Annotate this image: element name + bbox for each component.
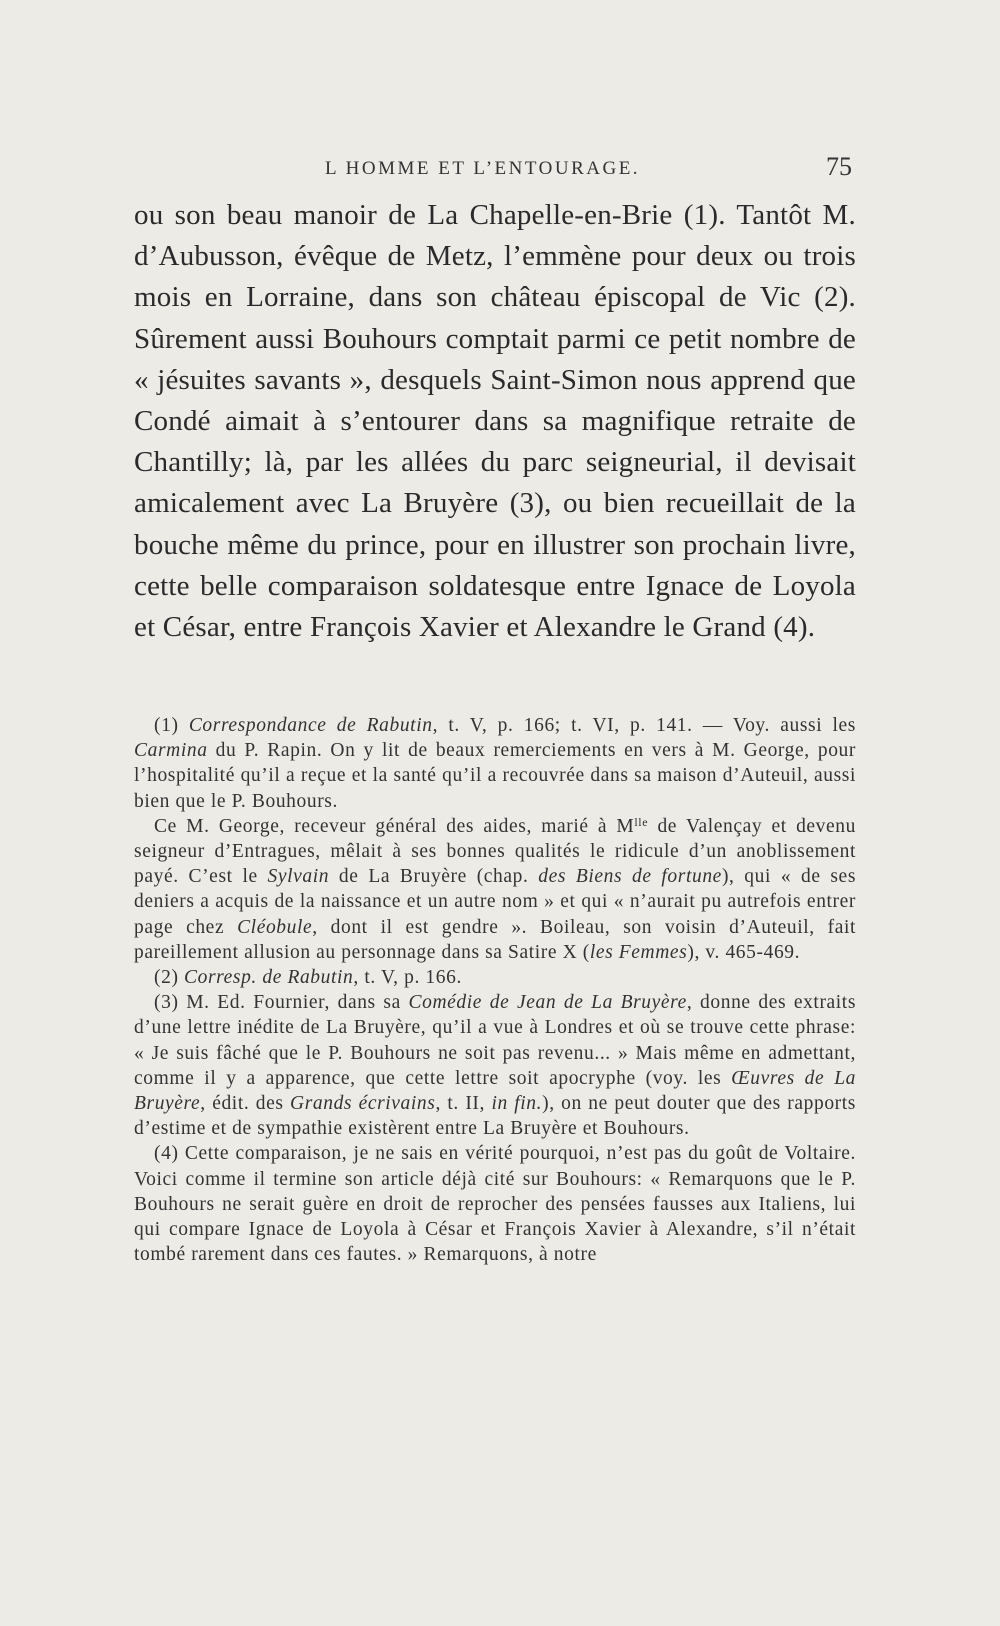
footnote-italic: les Femmes bbox=[589, 941, 688, 963]
footnote-1-text-b: du P. Rapin. On y lit de beaux remerciements en vers à M. George, pour l’hospitalité qu’il a reçue et la santé qu’il a recouvrée dans sa maison d’Auteuil, aussi bien que le P. Bouhours. bbox=[134, 740, 856, 812]
footnote-text: (3) M. Ed. Fournier, dans sa bbox=[154, 992, 409, 1014]
footnote-text: (4) Cette comparaison, je ne sais en vérité pourquoi, n’est pas du goût de Voltaire. Voici comme il termine son article déjà cité sur Bouhours: « Remarquons que le P. Bouhours ne serait guère en droit de reprocher des pensées fausses aux Italiens, lui qui compare Ignace de Loyola à César et François Xavier à Alexandre, s’il n’était tombé rarement dans ces fautes. » Remarquons, à notre bbox=[134, 1143, 856, 1266]
footnote-italic: Comédie de Jean de La Bruyère bbox=[408, 992, 687, 1014]
page-number: 75 bbox=[826, 152, 852, 181]
footnote-4 bbox=[134, 1141, 856, 1267]
footnote-text: , dont il est gendre ». Boileau, son voisin d’Auteuil, fait pareillement allusion au personnage dans sa Satire X ( bbox=[134, 916, 856, 963]
footnote-text: de La Bruyère (chap. bbox=[329, 866, 539, 888]
footnote-text: , t. V, p. 166. bbox=[353, 967, 462, 989]
footnote-2 bbox=[134, 965, 856, 990]
footnote-text: ), on ne peut douter que des rapports d’estime et de sympathie existèrent entre La Bruyère et Bouhours. bbox=[134, 1093, 856, 1140]
footnote-1-title: Correspondance de Rabutin bbox=[188, 715, 433, 736]
footnote-2-marker: (2) bbox=[154, 967, 185, 989]
body-paragraph: ou son beau manoir de La Chapelle-en-Brie (1). Tantôt M. d’Aubusson, évêque de Metz, l’emmène pour deux ou trois mois en Lorraine, dans son château épiscopal de Vic (2). Sûrement aussi Bouhours comptait parmi ce petit nombre de « jésuites savants », desquels Saint-Simon nous apprend que Condé aimait à s’entourer dans sa magnifique retraite de Chantilly; là, par les allées du parc seigneurial, il devisait amicalement avec La Bruyère (3), ou bien recueillait de la bouche même du prince, pour en illustrer son prochain livre, cette belle comparaison soldatesque entre Ignace de Loyola et César, entre François Xavier et Alexandre le Grand (4). bbox=[134, 199, 856, 644]
footnote-text: , t. II, bbox=[435, 1093, 492, 1115]
footnote-1-continuation bbox=[134, 814, 856, 965]
footnote-text: Ce M. George, receveur général des aides, marié à M bbox=[154, 815, 635, 837]
main-text bbox=[134, 195, 856, 648]
footnote-text: , édit. des bbox=[200, 1093, 291, 1115]
footnote-italic: Cléobule bbox=[237, 916, 313, 938]
superscript: lle bbox=[634, 814, 649, 829]
footnote-text: ), v. 465-469. bbox=[687, 941, 801, 963]
footnote-text: , donne des extraits d’une lettre inédite de La Bruyère, qu’il a vue à Londres et où se trouve cette phrase: « Je suis fâché que le P. Bouhours ne soit pas revenu... » Mais même en admettant, comme il y a apparence, que cette lettre soit apocryphe (voy. les bbox=[134, 992, 857, 1089]
running-head: L HOMME ET L’ENTOURAGE. bbox=[325, 158, 641, 179]
footnote-italic: des Biens de fortune bbox=[538, 866, 722, 888]
footnote-italic: Corresp. de Rabutin bbox=[184, 967, 354, 989]
footnote-3 bbox=[134, 990, 856, 1141]
footnote-italic: Grands écrivains bbox=[290, 1093, 436, 1115]
footnote-1-text-a: , t. V, p. 166; t. VI, p. 141. — Voy. aussi les bbox=[432, 715, 856, 736]
footnote-italic: Œuvres de La Bruyère bbox=[134, 1067, 856, 1115]
footnote-text: ), qui « de ses deniers a acquis de la naissance et un autre nom » et qui « n’aurait pu autrefois entrer page chez bbox=[134, 866, 857, 938]
footnote-italic: in fin. bbox=[491, 1093, 543, 1115]
footnote-italic: Sylvain bbox=[267, 866, 330, 888]
page-header bbox=[134, 152, 856, 192]
footnotes bbox=[134, 713, 856, 1267]
footnote-1-marker: (1) bbox=[154, 715, 189, 736]
footnote-1-title-carmina: Carmina bbox=[134, 740, 208, 762]
footnote-1 bbox=[134, 713, 856, 814]
footnote-text: de Valençay et devenu seigneur d’Entragues, mêlait à ses bonnes qualités le ridicule d’un anoblissement payé. C’est le bbox=[134, 815, 856, 888]
